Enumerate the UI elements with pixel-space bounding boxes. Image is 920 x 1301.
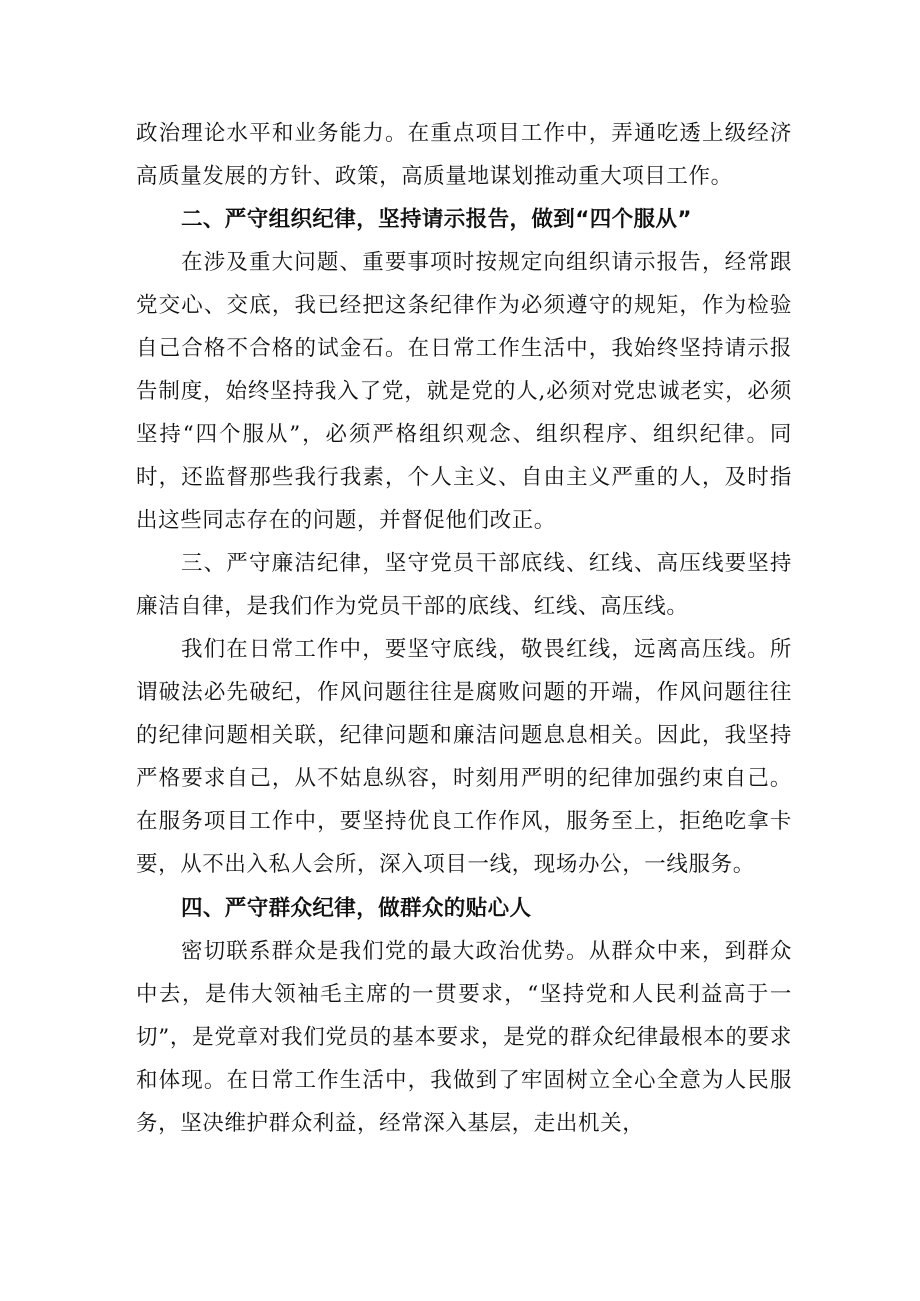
section-heading-organization-discipline: 二、严守组织纪律，坚持请示报告，做到“四个服从”	[181, 207, 692, 232]
paragraph-request-report: 在涉及重大问题、重要事项时按规定向组织请示报告，经常跟党交心、交底，我已经把这条纪律作为必须遵守的规矩，作为检验自己合格不合格的试金石。在日常工作生活中，我始终坚持请示报告制度，始终坚持我入了党，就是党的人,必须对党忠诚老实，必须坚持“四个服从”，必须严格组织观念、组织程序、组织纪律。同时，还监督那些我行我素，个人主义、自由主义严重的人，及时指出这些同志存在的问题，并督促他们改正。	[136, 250, 792, 533]
section-heading-mass-discipline: 四、严守群众纪律，做群众的贴心人	[181, 896, 532, 921]
paragraph-continuation: 政治理论水平和业务能力。在重点项目工作中，弄通吃透上级经济高质量发展的方针、政策，高质量地谋划推动重大项目工作。	[136, 121, 792, 189]
paragraph-integrity-discipline: 三、严守廉洁纪律，坚守党员干部底线、红线、高压线要坚持廉洁自律，是我们作为党员干部的底线、红线、高压线。	[136, 551, 792, 619]
paragraph-mass-line: 密切联系群众是我们党的最大政治优势。从群众中来，到群众中去，是伟大领袖毛主席的一贯要求，“坚持党和人民利益高于一切”，是党章对我们党员的基本要求，是党的群众纪律最根本的要求和体现。在日常工作生活中，我做到了牢固树立全心全意为人民服务，坚决维护群众利益，经常深入基层，走出机关，	[136, 939, 792, 1136]
document-body	[136, 112, 792, 1145]
paragraph-bottom-line: 我们在日常工作中，要坚守底线，敬畏红线，远离高压线。所谓破法必先破纪，作风问题往往是腐败问题的开端，作风问题往往的纪律问题相关联，纪律问题和廉洁问题息息相关。因此，我坚持严格要求自己，从不姑息纵容，时刻用严明的纪律加强约束自己。在服务项目工作中，要坚持优良工作作风，服务至上，拒绝吃拿卡要，从不出入私人会所，深入项目一线，现场办公，一线服务。	[136, 637, 792, 877]
